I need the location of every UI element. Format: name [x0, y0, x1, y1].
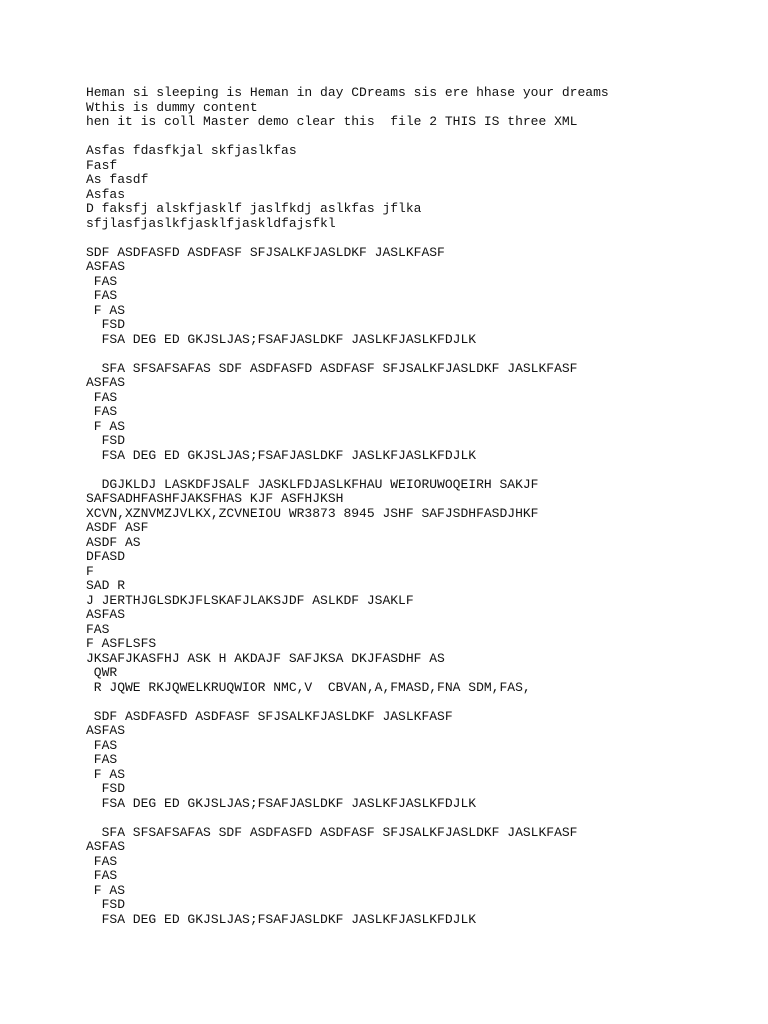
text-line: DFASD	[86, 549, 126, 564]
text-line: FAS	[86, 273, 118, 289]
text-line: FAS	[86, 752, 118, 767]
text-line: Asfas fdasfkjal skfjaslkfas	[86, 143, 297, 158]
blank-line	[86, 130, 756, 145]
text-line: R JQWE RKJQWELKRUQWIOR NMC,V CBVAN,A,FMASD,FNA SDM,FAS,	[86, 679, 531, 695]
text-line: Fasf	[86, 157, 118, 173]
blank-line	[86, 347, 756, 362]
blank-line	[86, 463, 756, 478]
text-line: FAS	[86, 404, 118, 419]
blank-line	[86, 811, 756, 826]
text-line: FAS	[86, 853, 118, 869]
text-line: SAD R	[86, 578, 126, 593]
text-line: FSD	[86, 317, 126, 332]
text-line: FSD	[86, 897, 126, 912]
text-line: SDF ASDFASFD ASDFASF SFJSALKFJASLDKF JASLKFASF	[86, 244, 445, 260]
blank-line	[86, 231, 756, 246]
text-line: FAS	[86, 389, 118, 405]
text-line: SFA SFSAFSAFAS SDF ASDFASFD ASDFASF SFJSALKFJASLDKF JASLKFASF	[86, 824, 578, 840]
text-line: F AS	[86, 882, 126, 898]
text-line: FAS	[86, 621, 110, 637]
text-line: FSA DEG ED GKJSLJAS;FSAFJASLDKF JASLKFJASLKFDJLK	[86, 331, 477, 347]
text-line: F AS	[86, 766, 126, 782]
text-line: F AS	[86, 302, 126, 318]
text-line: FAS	[86, 737, 118, 753]
text-line: Wthis is dummy content	[86, 99, 258, 115]
text-line: FAS	[86, 288, 118, 303]
text-line: ASDF AS	[86, 534, 141, 550]
text-line: FSA DEG ED GKJSLJAS;FSAFJASLDKF JASLKFJASLKFDJLK	[86, 447, 477, 463]
text-line: FSD	[86, 433, 126, 448]
text-line: ASFAS	[86, 375, 126, 390]
text-line: Asfas	[86, 186, 126, 202]
text-line: sfjlasfjaslkfjasklfjaskldfajsfkl	[86, 215, 336, 231]
text-line: FSA DEG ED GKJSLJAS;FSAFJASLDKF JASLKFJASLKFDJLK	[86, 795, 477, 811]
text-line: ASDF ASF	[86, 520, 149, 535]
text-line: QWR	[86, 665, 118, 680]
text-line: ASFAS	[86, 259, 126, 274]
text-line: FAS	[86, 868, 118, 883]
text-line: D faksfj alskfjasklf jaslfkdj aslkfas jflka	[86, 201, 422, 216]
text-line: hen it is coll Master demo clear this file 2 THIS IS three XML	[86, 114, 578, 129]
text-line: FSA DEG ED GKJSLJAS;FSAFJASLDKF JASLKFJASLKFDJLK	[86, 911, 477, 927]
text-line: DGJKLDJ LASKDFJSALF JASKLFDJASLKFHAU WEIORUWOQEIRH SAKJF	[86, 476, 539, 492]
text-line: ASFAS	[86, 839, 126, 854]
blank-line	[86, 695, 756, 710]
text-line: SAFSADHFASHFJAKSFHAS KJF ASFHJKSH	[86, 491, 344, 506]
text-line: XCVN,XZNVMZJVLKX,ZCVNEIOU WR3873 8945 JSHF SAFJSDHFASDJHKF	[86, 505, 539, 521]
text-line: SDF ASDFASFD ASDFASF SFJSALKFJASLDKF JASLKFASF	[86, 708, 453, 724]
text-line: Heman si sleeping is Heman in day CDreams sis ere hhase your dreams	[86, 85, 609, 100]
text-line: J JERTHJGLSDKJFLSKAFJLAKSJDF ASLKDF JSAKLF	[86, 592, 414, 608]
text-line: ASFAS	[86, 607, 126, 622]
text-line: F ASFLSFS	[86, 636, 157, 651]
text-line: ASFAS	[86, 723, 126, 738]
text-line: F	[86, 563, 94, 579]
text-line: F AS	[86, 418, 126, 434]
document-body-text	[86, 86, 756, 927]
text-line: JKSAFJKASFHJ ASK H AKDAJF SAFJKSA DKJFASDHF AS	[86, 650, 445, 666]
text-line: FSD	[86, 781, 126, 796]
text-line: SFA SFSAFSAFAS SDF ASDFASFD ASDFASF SFJSALKFJASLDKF JASLKFASF	[86, 360, 578, 376]
text-line: As fasdf	[86, 172, 149, 187]
